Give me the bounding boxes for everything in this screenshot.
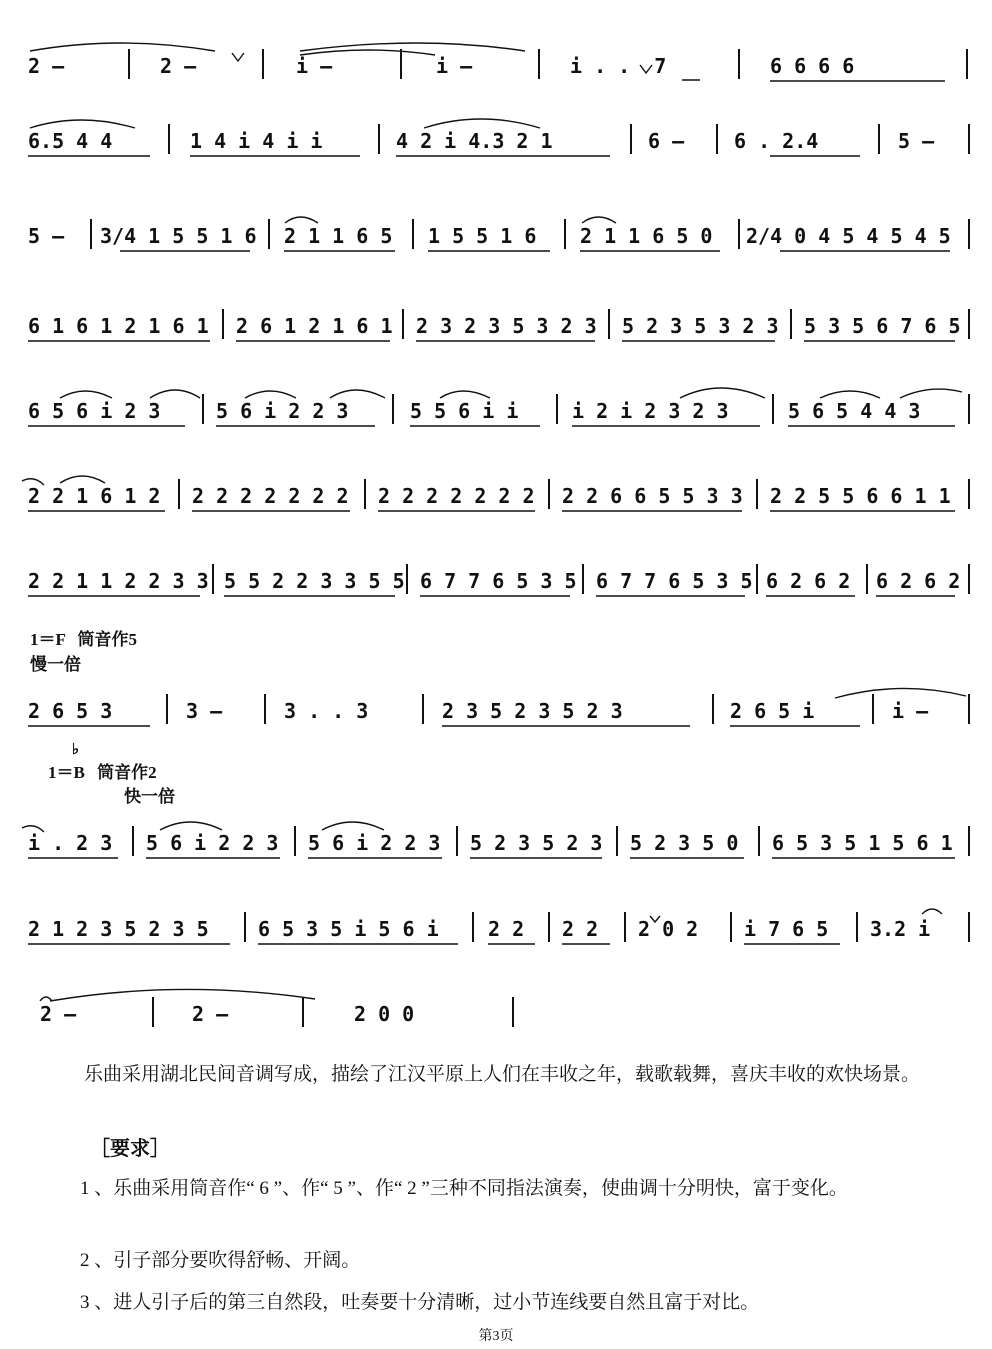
measure: i 7 6 5	[744, 917, 829, 941]
measure: 2 2 6 6 5 5 3 3	[562, 484, 743, 508]
key-label: 1＝F	[30, 630, 66, 649]
measure: 6.5 4 4	[28, 129, 113, 153]
measure: i . . 7	[570, 54, 667, 78]
score-line-4	[0, 305, 992, 349]
measure: 2 0 2	[638, 917, 699, 941]
measure: 2 2	[488, 917, 525, 941]
measure: 5 6 5 4 4 3	[788, 399, 921, 423]
measure: 5 2 3 5 3 2 3	[622, 314, 779, 338]
articulation-marks	[0, 120, 992, 164]
measure: i –	[296, 54, 333, 78]
requirement-item: 2 、引子部分要吹得舒畅、开阔。	[80, 1250, 361, 1271]
score-line-11	[0, 993, 992, 1037]
requirement-item: 1 、乐曲采用筒音作“ 6 ”、作“ 5 ”、作“ 2 ”三种不同指法演奏，使曲调十分明快，富于变化。	[80, 1178, 848, 1199]
measure: 5 6 i 2 2 3	[146, 831, 279, 855]
flat-sign: ♭	[72, 742, 80, 758]
measure: 4 2 i 4.3 2 1	[396, 129, 553, 153]
articulation-marks	[0, 215, 992, 259]
measure: 2 1 1 6 5	[284, 224, 393, 248]
measure: 6 6 6 6	[770, 54, 855, 78]
page-number: 第3页	[478, 1329, 514, 1344]
measure: 2 6 5 3	[28, 699, 113, 723]
measure: 3 –	[186, 699, 223, 723]
articulation-marks	[0, 475, 992, 519]
measure: 2 –	[40, 1002, 77, 1026]
key-signature-b-flat	[48, 758, 157, 783]
measure: 3/4 1 5 5 1 6	[100, 224, 257, 248]
measure: 2 2 2 2 2 2 2	[378, 484, 535, 508]
measure: i . 2 3	[28, 831, 113, 855]
measure: 5 6 i 2 2 3	[216, 399, 349, 423]
measure: 6 7 7 6 5 3 5	[596, 569, 753, 593]
measure: 5 5 6 i i	[410, 399, 519, 423]
score-line-9	[0, 822, 992, 866]
measure: 1 5 5 1 6	[428, 224, 537, 248]
requirements-title: ［要求］	[90, 1138, 170, 1160]
measure: i –	[436, 54, 473, 78]
measure: i –	[892, 699, 929, 723]
measure: 6 7 7 6 5 3 5	[420, 569, 577, 593]
score-line-6	[0, 475, 992, 519]
tempo-marking: 快一倍	[124, 787, 175, 806]
measure: 2 3 2 3 5 3 2 3	[416, 314, 597, 338]
measure: 2 2 1 1 2 2 3 3	[28, 569, 209, 593]
measure: 5 3 5 6 7 6 5	[804, 314, 961, 338]
score-line-8	[0, 690, 992, 734]
tempo-marking: 慢一倍	[30, 655, 81, 674]
articulation-marks	[0, 822, 992, 866]
measure: i 2 i 2 3 2 3	[572, 399, 729, 423]
measure: 2 3 5 2 3 5 2 3	[442, 699, 623, 723]
measure: 2 0 0	[354, 1002, 415, 1026]
measure: 6 2 6 2	[876, 569, 961, 593]
score-line-5	[0, 390, 992, 434]
measure: 5 5 2 2 3 3 5 5	[224, 569, 405, 593]
measure: 5 6 i 2 2 3	[308, 831, 441, 855]
fingering-label: 筒音作2	[97, 763, 157, 782]
articulation-marks	[0, 45, 992, 89]
measure: 2 –	[192, 1002, 229, 1026]
measure: 2 –	[28, 54, 65, 78]
measure: 5 –	[28, 224, 65, 248]
measure: 3 . . 3	[284, 699, 369, 723]
articulation-marks	[0, 908, 992, 952]
measure: 2 –	[160, 54, 197, 78]
measure: 6 . 2.4	[734, 129, 819, 153]
articulation-marks	[0, 690, 992, 734]
measure: 3.2 i	[870, 917, 931, 941]
measure: 2 2	[562, 917, 599, 941]
measure: 5 –	[898, 129, 935, 153]
articulation-marks	[0, 305, 992, 349]
score-line-10	[0, 908, 992, 952]
key-signature-f	[30, 625, 137, 650]
measure: 2 2 5 5 6 6 1 1	[770, 484, 951, 508]
piece-description: 乐曲采用湖北民间音调写成，描绘了江汉平原上人们在丰收之年，载歌载舞，喜庆丰收的欢快场景。	[84, 1064, 921, 1085]
measure: 2 2 2 2 2 2 2	[192, 484, 349, 508]
measure: 5 2 3 5 0	[630, 831, 739, 855]
score-line-7	[0, 560, 992, 604]
articulation-marks	[0, 560, 992, 604]
requirement-item: 3 、进人引子后的第三自然段，吐奏要十分清晰，过小节连线要自然且富于对比。	[80, 1292, 760, 1313]
measure: 1 4 i 4 i i	[190, 129, 323, 153]
measure: 6 5 6 i 2 3	[28, 399, 161, 423]
score-line-2	[0, 120, 992, 164]
measure: 6 5 3 5 i 5 6 i	[258, 917, 439, 941]
measure: 6 2 6 2	[766, 569, 851, 593]
articulation-marks	[0, 993, 992, 1037]
measure: 2 6 1 2 1 6 1	[236, 314, 393, 338]
key-label: 1＝B	[48, 763, 85, 782]
measure: 2 6 5 i	[730, 699, 815, 723]
measure: 2 1 2 3 5 2 3 5	[28, 917, 209, 941]
measure: 2 2 1 6 1 2	[28, 484, 161, 508]
measure: 2/4 0 4 5 4 5 4 5	[746, 224, 951, 248]
fingering-label: 筒音作5	[77, 630, 138, 649]
measure: 6 5 3 5 1 5 6 1	[772, 831, 953, 855]
score-line-1	[0, 45, 992, 89]
measure: 2 1 1 6 5 0	[580, 224, 713, 248]
measure: 6 1 6 1 2 1 6 1	[28, 314, 209, 338]
measure: 6 –	[648, 129, 685, 153]
articulation-marks	[0, 390, 992, 434]
measure: 5 2 3 5 2 3	[470, 831, 603, 855]
score-line-3	[0, 215, 992, 259]
